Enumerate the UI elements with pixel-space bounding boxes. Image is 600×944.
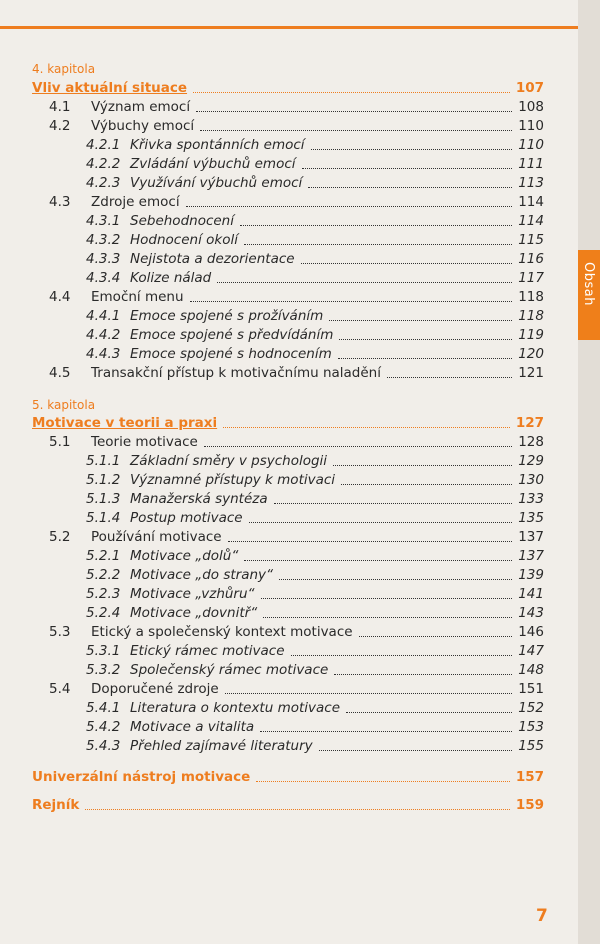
page-ref: 113 [518, 175, 544, 191]
entry-title: Používání motivace [91, 529, 222, 545]
leader-dots [274, 503, 513, 504]
leader-dots [190, 301, 513, 302]
page-ref: 135 [518, 510, 544, 526]
page-ref: 116 [518, 251, 544, 267]
toc-subentry[interactable] [86, 249, 544, 268]
toc-subentry[interactable] [86, 584, 544, 603]
chapter-title: Vliv aktuální situace [32, 80, 188, 96]
toc-subentry[interactable] [86, 306, 544, 325]
entry-title: Křivka spontánních emocí [130, 137, 305, 153]
entry-number: 4.1 [49, 99, 71, 115]
entry-number: 4.2.1 [86, 137, 121, 153]
leader-dots [319, 750, 513, 751]
toc-entry[interactable] [49, 97, 544, 116]
leader-dots [261, 598, 513, 599]
entry-number: 4.4.2 [86, 327, 121, 343]
leader-dots [329, 320, 512, 321]
leader-dots [339, 339, 512, 340]
leader-dots [260, 731, 512, 732]
page-ref: 146 [518, 624, 544, 640]
toc-subentry[interactable] [86, 230, 544, 249]
leader-dots [244, 560, 512, 561]
chapter-5-label: 5. kapitola [32, 398, 96, 412]
toc-subentry[interactable] [86, 603, 544, 622]
entry-number: 4.3.1 [86, 213, 121, 229]
toc-entry[interactable] [49, 679, 544, 698]
toc-subentry[interactable] [86, 489, 544, 508]
entry-title: Manažerská syntéza [130, 491, 268, 507]
toc-subentry[interactable] [86, 508, 544, 527]
page-ref: 117 [518, 270, 544, 286]
side-tab-label: Obsah [581, 262, 596, 306]
entry-number: 4.3 [49, 194, 71, 210]
entry-title: Společenský rámec motivace [130, 662, 329, 678]
entry-title: Emoční menu [91, 289, 184, 305]
entry-title: Motivace „dovnitř“ [130, 605, 258, 621]
leader-dots [196, 111, 512, 112]
entry-title: Hodnocení okolí [130, 232, 238, 248]
entry-number: 4.4.1 [86, 308, 121, 324]
toc-subentry[interactable] [86, 698, 544, 717]
leader-dots [228, 541, 513, 542]
page-ref: 108 [518, 99, 544, 115]
page-ref: 143 [518, 605, 544, 621]
chapter-4-label: 4. kapitola [32, 62, 96, 76]
leader-dots [341, 484, 512, 485]
page-ref: 110 [518, 137, 544, 153]
chapter-5-heading[interactable] [32, 413, 544, 432]
page-ref: 118 [518, 289, 544, 305]
page-ref: 141 [518, 586, 544, 602]
page-ref: 120 [518, 346, 544, 362]
entry-number: 5.2.4 [86, 605, 121, 621]
page-ref: 127 [515, 415, 544, 431]
chapter-title: Motivace v teorii a praxi [32, 415, 218, 431]
toc-subentry[interactable] [86, 717, 544, 736]
entry-title: Motivace „vzhůru“ [130, 586, 255, 602]
page-ref: 129 [518, 453, 544, 469]
toc-subentry[interactable] [86, 325, 544, 344]
toc-entry-rejnik[interactable] [32, 795, 544, 814]
leader-dots [186, 206, 513, 207]
leader-dots [334, 674, 512, 675]
leader-dots [346, 712, 512, 713]
page-ref: 119 [518, 327, 544, 343]
entry-title: Motivace a vitalita [130, 719, 255, 735]
entry-title: Doporučené zdroje [91, 681, 219, 697]
entry-title: Nejistota a dezorientace [130, 251, 295, 267]
page-ref: 107 [515, 80, 544, 96]
entry-title: Význam emocí [91, 99, 191, 115]
leader-dots [256, 781, 510, 782]
page-ref: 121 [518, 365, 544, 381]
chapter-4-heading[interactable] [32, 78, 544, 97]
page-ref: 114 [518, 213, 544, 229]
toc-entry[interactable] [49, 363, 544, 382]
entry-title: Etický rámec motivace [130, 643, 285, 659]
page-ref: 133 [518, 491, 544, 507]
leader-dots [359, 636, 513, 637]
page-ref: 137 [518, 548, 544, 564]
leader-dots [387, 377, 512, 378]
entry-title: Etický a společenský kontext motivace [91, 624, 353, 640]
page-ref: 110 [518, 118, 544, 134]
entry-title: Základní směry v psychologii [130, 453, 328, 469]
entry-number: 4.4 [49, 289, 71, 305]
toc-entry[interactable] [49, 622, 544, 641]
toc-entry[interactable] [49, 432, 544, 451]
entry-title: Motivace „dolů“ [130, 548, 239, 564]
entry-number: 5.2 [49, 529, 71, 545]
toc-subentry[interactable] [86, 173, 544, 192]
entry-number: 5.2.3 [86, 586, 121, 602]
entry-number: 5.1 [49, 434, 71, 450]
toc-subentry[interactable] [86, 135, 544, 154]
leader-dots [338, 358, 512, 359]
entry-title: Univerzální nástroj motivace [32, 769, 251, 785]
toc-subentry[interactable] [86, 641, 544, 660]
entry-number: 5.3.2 [86, 662, 121, 678]
toc-entry-univerzalni-nastroj[interactable] [32, 767, 544, 786]
toc-entry[interactable] [49, 287, 544, 306]
page-ref: 159 [515, 797, 544, 813]
entry-number: 5.3.1 [86, 643, 121, 659]
page-ref: 147 [518, 643, 544, 659]
entry-number: 5.1.1 [86, 453, 121, 469]
leader-dots [200, 130, 512, 131]
entry-title: Postup motivace [130, 510, 243, 526]
page-ref: 118 [518, 308, 544, 324]
entry-title: Využívání výbuchů emocí [130, 175, 303, 191]
toc-subentry[interactable] [86, 546, 544, 565]
leader-dots [279, 579, 512, 580]
toc-subentry[interactable] [86, 565, 544, 584]
leader-dots [249, 522, 513, 523]
page-ref: 111 [518, 156, 544, 172]
toc-subentry[interactable] [86, 736, 544, 755]
entry-number: 4.4.3 [86, 346, 121, 362]
leader-dots [225, 693, 513, 694]
entry-number: 4.2 [49, 118, 71, 134]
entry-number: 4.3.3 [86, 251, 121, 267]
page-ref: 148 [518, 662, 544, 678]
entry-title: Významné přístupy k motivaci [130, 472, 336, 488]
leader-dots [302, 168, 513, 169]
toc-entry[interactable] [49, 116, 544, 135]
entry-number: 4.5 [49, 365, 71, 381]
entry-number: 5.3 [49, 624, 71, 640]
leader-dots [311, 149, 513, 150]
page-ref: 155 [518, 738, 544, 754]
entry-title: Sebehodnocení [130, 213, 234, 229]
entry-title: Motivace „do strany“ [130, 567, 274, 583]
entry-title: Emoce spojené s předvídáním [130, 327, 334, 343]
top-rule [0, 26, 578, 29]
leader-dots [204, 446, 512, 447]
entry-number: 5.1.3 [86, 491, 121, 507]
entry-title: Přehled zajímavé literatury [130, 738, 313, 754]
leader-dots [244, 244, 512, 245]
entry-title: Výbuchy emocí [91, 118, 195, 134]
toc-subentry[interactable] [86, 211, 544, 230]
entry-number: 4.3.4 [86, 270, 121, 286]
toc-subentry[interactable] [86, 154, 544, 173]
toc-subentry[interactable] [86, 451, 544, 470]
leader-dots [240, 225, 512, 226]
entry-title: Rejník [32, 797, 80, 813]
leader-dots [217, 282, 512, 283]
page-ref: 130 [518, 472, 544, 488]
leader-dots [301, 263, 513, 264]
entry-number: 5.4.2 [86, 719, 121, 735]
toc-subentry[interactable] [86, 660, 544, 679]
entry-title: Transakční přístup k motivačnímu naladění [91, 365, 381, 381]
toc-subentry[interactable] [86, 268, 544, 287]
entry-number: 4.2.3 [86, 175, 121, 191]
toc-subentry[interactable] [86, 470, 544, 489]
leader-dots [223, 427, 510, 428]
leader-dots [193, 92, 510, 93]
entry-title: Teorie motivace [91, 434, 198, 450]
entry-number: 5.4.1 [86, 700, 121, 716]
leader-dots [85, 809, 509, 810]
page-ref: 114 [518, 194, 544, 210]
entry-number: 5.2.1 [86, 548, 121, 564]
leader-dots [333, 465, 512, 466]
leader-dots [308, 187, 512, 188]
toc-entry[interactable] [49, 192, 544, 211]
page-ref: 151 [518, 681, 544, 697]
page-ref: 153 [518, 719, 544, 735]
entry-number: 5.4 [49, 681, 71, 697]
entry-title: Kolize nálad [130, 270, 212, 286]
entry-number: 4.2.2 [86, 156, 121, 172]
leader-dots [291, 655, 513, 656]
page-ref: 152 [518, 700, 544, 716]
page-ref: 157 [515, 769, 544, 785]
entry-title: Zdroje emocí [91, 194, 180, 210]
leader-dots [263, 617, 512, 618]
page-ref: 137 [518, 529, 544, 545]
page-ref: 139 [518, 567, 544, 583]
entry-number: 4.3.2 [86, 232, 121, 248]
entry-title: Literatura o kontextu motivace [130, 700, 341, 716]
entry-title: Emoce spojené s prožíváním [130, 308, 324, 324]
entry-number: 5.4.3 [86, 738, 121, 754]
page-number: 7 [536, 906, 548, 926]
entry-title: Emoce spojené s hodnocením [130, 346, 332, 362]
toc-subentry[interactable] [86, 344, 544, 363]
side-tab-strip [578, 0, 600, 944]
entry-number: 5.1.2 [86, 472, 121, 488]
entry-title: Zvládání výbuchů emocí [130, 156, 296, 172]
page-ref: 128 [518, 434, 544, 450]
entry-number: 5.1.4 [86, 510, 121, 526]
page-ref: 115 [518, 232, 544, 248]
entry-number: 5.2.2 [86, 567, 121, 583]
toc-entry[interactable] [49, 527, 544, 546]
